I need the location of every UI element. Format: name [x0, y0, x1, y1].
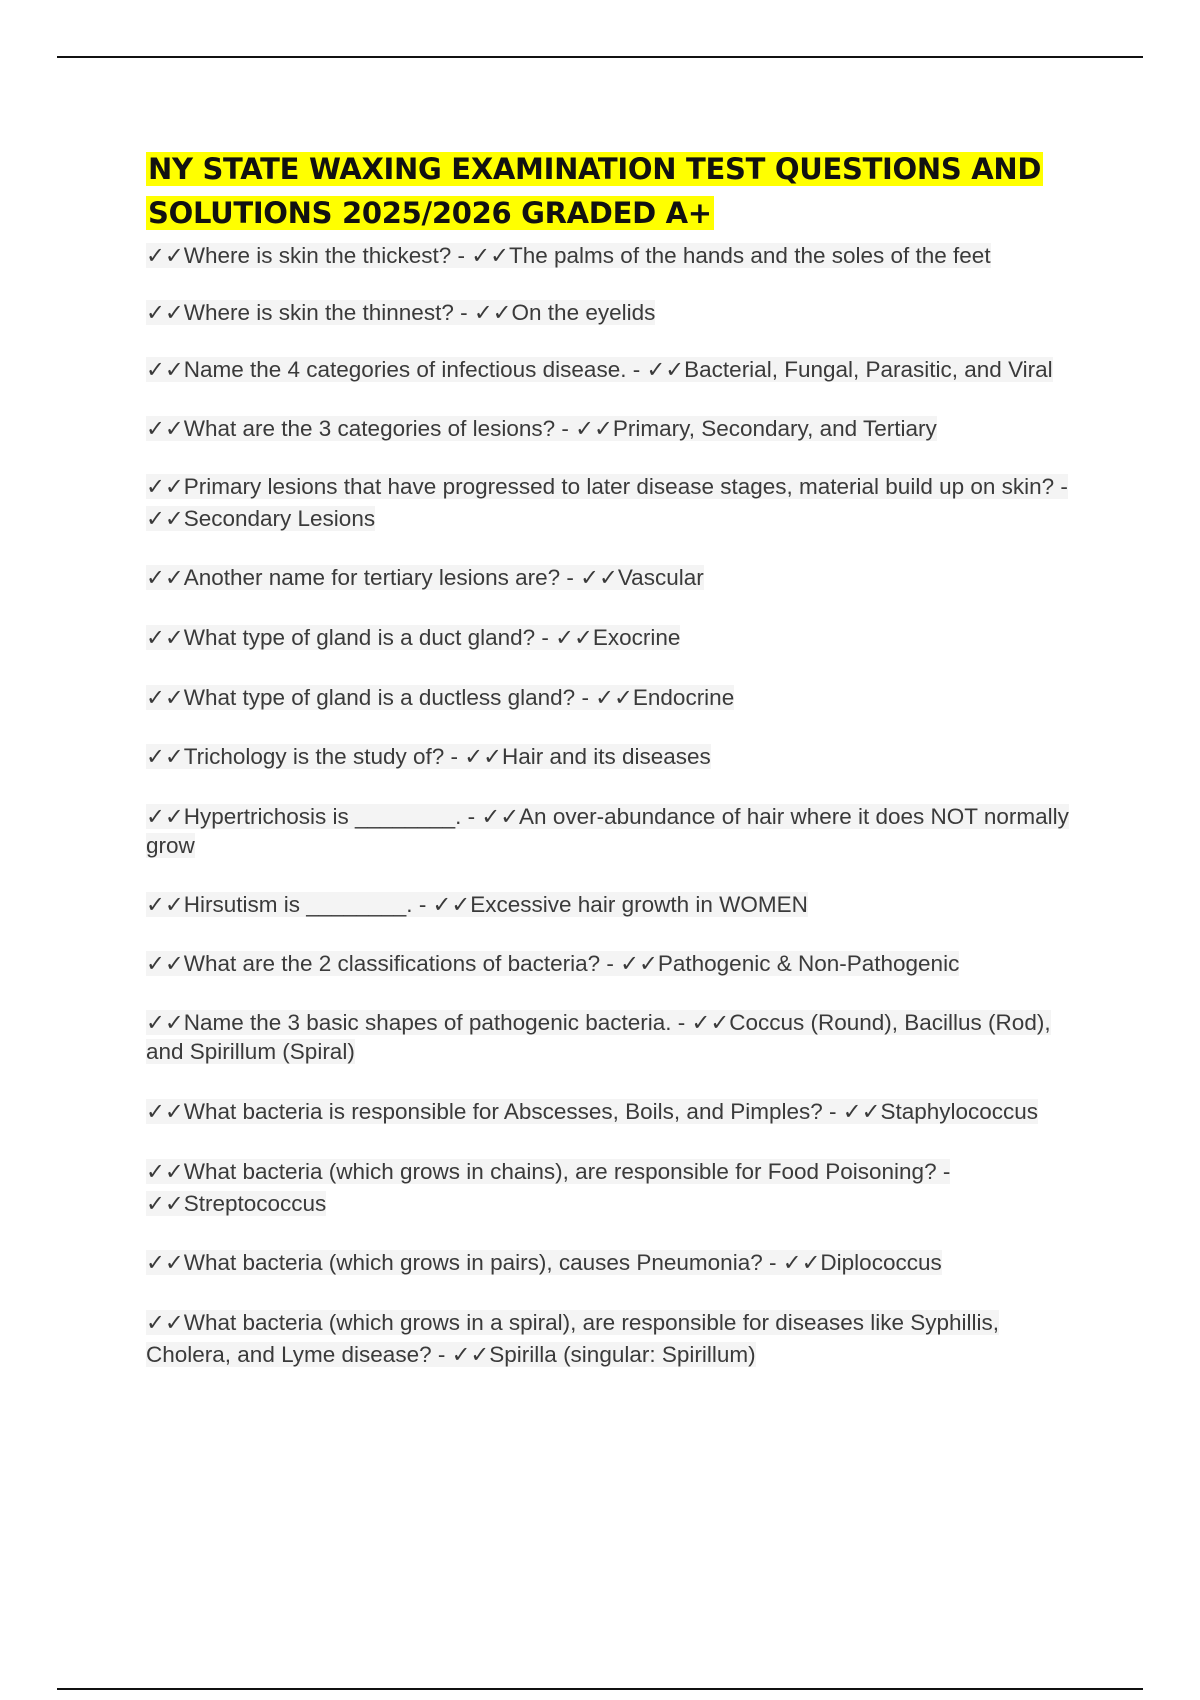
qa-item [146, 683, 1076, 712]
qa-item [146, 1096, 1076, 1128]
qa-text: ✓✓Name the 3 basic shapes of pathogenic bacteria. - ✓✓Coccus (Round), Bacillus (Rod), and Spirillum (Spiral) [146, 1010, 1051, 1064]
qa-item [146, 890, 1076, 919]
qa-text: ✓✓Hypertrichosis is ________. - ✓✓An over-abundance of hair where it does NOT normally grow [146, 804, 1069, 858]
document-body [146, 147, 1076, 1371]
qa-text: ✓✓What bacteria (which grows in pairs), causes Pneumonia? - ✓✓Diplococcus [146, 1250, 942, 1275]
qa-item [146, 1156, 1076, 1220]
qa-item [146, 949, 1076, 978]
qa-item [146, 623, 1076, 652]
qa-text: ✓✓Name the 4 categories of infectious disease. - ✓✓Bacterial, Fungal, Parasitic, and Viral [146, 357, 1053, 382]
document-title [146, 147, 1076, 235]
qa-text: ✓✓Primary lesions that have progressed to later disease stages, material build up on skin? - ✓✓Secondary Lesions [146, 474, 1068, 531]
qa-text: ✓✓Trichology is the study of? - ✓✓Hair and its diseases [146, 744, 711, 769]
qa-item [146, 1307, 1076, 1371]
qa-item [146, 414, 1076, 443]
qa-text: ✓✓What bacteria (which grows in a spiral), are responsible for diseases like Syphillis, Cholera, and Lyme disease? - ✓✓Spirilla (singular: Spirillum) [146, 1310, 1000, 1367]
qa-item [146, 563, 1076, 592]
qa-text: ✓✓What type of gland is a duct gland? - ✓✓Exocrine [146, 625, 681, 650]
qa-text: ✓✓What are the 2 classifications of bacteria? - ✓✓Pathogenic & Non-Pathogenic [146, 951, 960, 976]
qa-item [146, 355, 1076, 384]
qa-list [146, 241, 1076, 1371]
qa-text: ✓✓What are the 3 categories of lesions? - ✓✓Primary, Secondary, and Tertiary [146, 416, 937, 441]
qa-text: ✓✓Where is skin the thinnest? - ✓✓On the eyelids [146, 300, 656, 325]
qa-item [146, 241, 1076, 270]
qa-text: ✓✓What type of gland is a ductless gland? - ✓✓Endocrine [146, 685, 735, 710]
qa-item [146, 742, 1076, 771]
qa-item [146, 471, 1076, 535]
qa-item [146, 298, 1076, 327]
bottom-rule [57, 1688, 1143, 1690]
qa-text: ✓✓What bacteria is responsible for Abscesses, Boils, and Pimples? - ✓✓Staphylococcus [146, 1099, 1039, 1124]
qa-item [146, 802, 1076, 860]
qa-text: ✓✓Hirsutism is ________. - ✓✓Excessive hair growth in WOMEN [146, 892, 808, 917]
qa-text: ✓✓Where is skin the thickest? - ✓✓The palms of the hands and the soles of the feet [146, 243, 991, 268]
top-rule [57, 56, 1143, 58]
qa-text: ✓✓What bacteria (which grows in chains), are responsible for Food Poisoning? - ✓✓Streptococcus [146, 1159, 951, 1216]
qa-text: ✓✓Another name for tertiary lesions are? - ✓✓Vascular [146, 565, 704, 590]
title-highlight: NY STATE WAXING EXAMINATION TEST QUESTIONS AND SOLUTIONS 2025/2026 GRADED A+ [148, 152, 1042, 230]
qa-item [146, 1248, 1076, 1277]
qa-item [146, 1008, 1076, 1066]
